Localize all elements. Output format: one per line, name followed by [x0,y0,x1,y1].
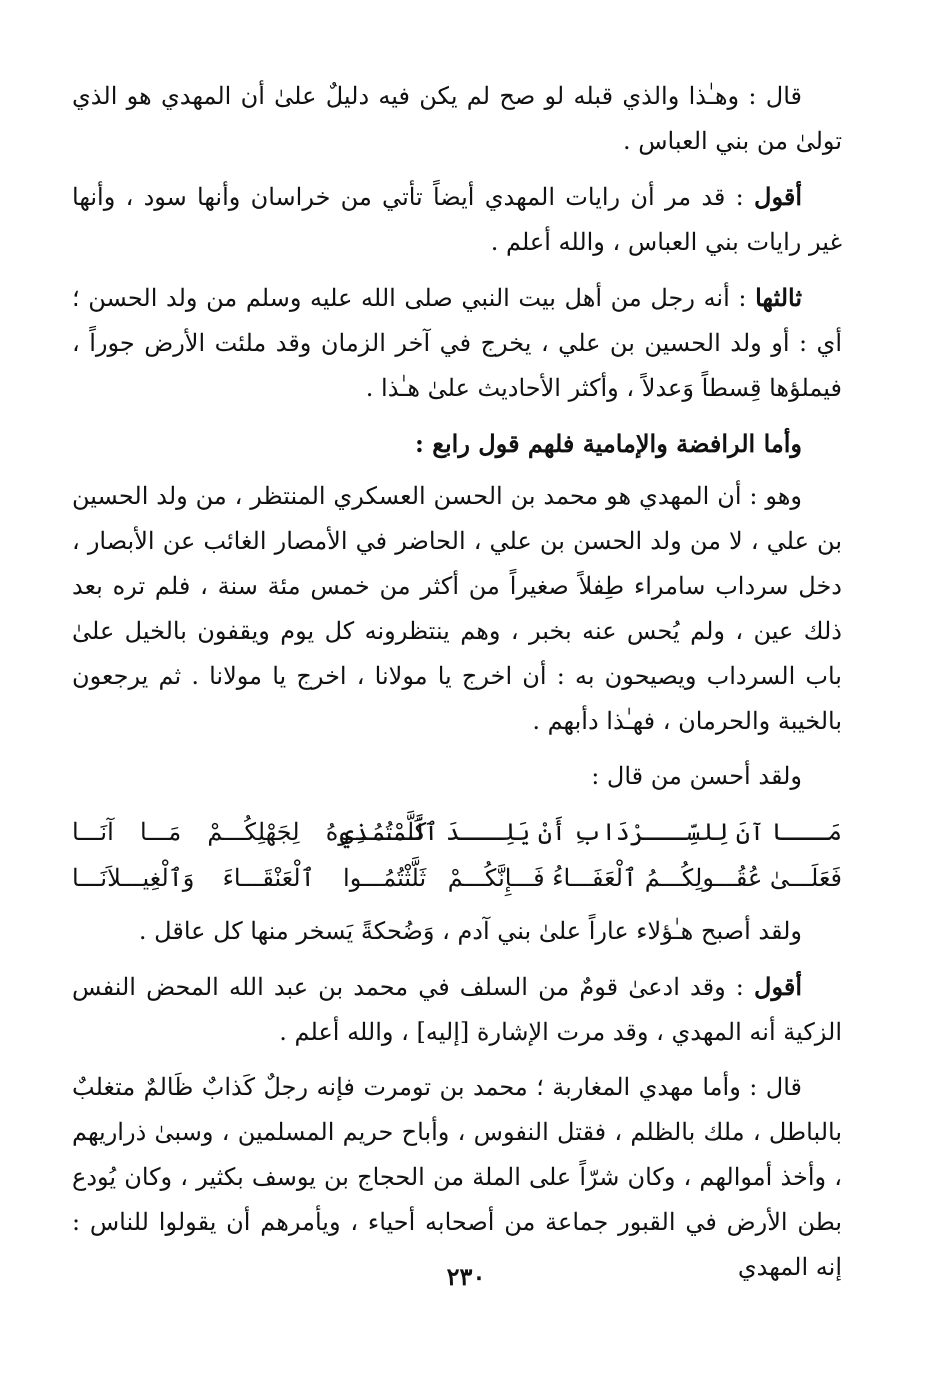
paragraph-7-lead: أقول [754,972,802,1001]
paragraph-5-text: ولقد أحسن من قال : [591,762,802,790]
section-heading: وأما الرافضة والإمامية فلهم قول رابع : [414,429,802,458]
paragraph-4-text: وهو : أن المهدي هو محمد بن الحسن العسكري المنتظر ، من ولد الحسين بن علي ، لا من ولد الحسن بن علي ، الحاضر في الأمصار الغائب عن الأبصار ، دخل سرداب سامراء طِفلاً صغيراً من أكثر من خمس مئة سنة ، فلم تره بعد ذلك عين ، ولم يُحس عنه بخبر ، وهم ينتظرونه كل يوم ويقفون بالخيل علىٰ باب السرداب ويصيحون به : أن اخرج يا مولانا ، اخرج يا مولانا . ثم يرجعون بالخيبة والحرمان ، فهـٰذا دأبهم . [72,482,842,735]
paragraph-2 [72,174,842,265]
paragraph-8-text: قال : وأما مهدي المغاربة ؛ محمد بن تومرت فإنه رجلٌ كَذابٌ ظَالمٌ متغلبٌ بالباطل ، ملك بالظلم ، فقتل النفوس ، وأباح حريم المسلمين ، وسبىٰ ذراريهم ، وأخذ أموالهم ، وكان شرّاً على الملة من الحجاج بن يوسف بكثير ، وكان يُودع بطن الأرض في القبور جماعة من أصحابه أحياء ، ويأمرهم أن يقولوا للناس : إنه المهدي [72,1073,842,1281]
page-body [72,74,842,1300]
paragraph-4 [72,474,842,744]
verse-line-2-first-hemistich: فَعَلَـــىٰ عُقُـــولِكُـــمُ ٱلْعَفَـــاءُ فَـــإِنَّكُـــمْ [447,864,842,892]
page-number: ٢٣٠ [446,1262,486,1291]
paragraph-2-text: : قد مر أن رايات المهدي أيضاً تأتي من خراسان وأنها سود ، وأنها غير رايات بني العباس ، والله أعلم . [72,183,842,256]
poem-verse [72,809,842,901]
paragraph-7 [72,964,842,1055]
verse-line-2-second-hemistich: ثَلَّثْتُمُـــوا ٱلْعَنْقَـــاءَ وَٱلْغِيـــلاَنَـــا [72,864,427,892]
paragraph-6-text: ولقد أصبح هـٰؤلاء عاراً علىٰ بني آدم ، وَضُحكةً يَسخر منها كل عاقل . [138,917,802,945]
verse-line-1-second-hemistich: كَلَّمْتُمُـــوهُ لِجَهْلِكُـــمْ مَـــا آنَـــا [72,818,427,846]
paragraph-1-text: قال : وهـٰذا والذي قبله لو صح لم يكن فيه دليلٌ علىٰ أن المهدي هو الذي تولىٰ من بني العباس . [72,82,842,155]
paragraph-3-lead: ثالثها [755,283,802,312]
paragraph-3-text: : أنه رجل من أهل بيت النبي صلى الله عليه وسلم من ولد الحسن ؛ أي : أو ولد الحسين بن علي ، يخرج في آخر الزمان وقد ملئت الأرض جوراً ، فيملؤها قِسطاً وَعدلاً ، وأكثر الأحاديث علىٰ هـٰذا . [72,284,842,402]
verse-line-1 [72,809,842,855]
paragraph-2-lead: أقول [754,182,802,211]
paragraph-7-text: : وقد ادعىٰ قومٌ من السلف في محمد بن عبد الله المحض النفس الزكية أنه المهدي ، وقد مرت الإشارة [إليه] ، والله أعلم . [72,973,842,1046]
paragraph-3 [72,275,842,411]
verse-line-1-first-hemistich: مَـــا آنَ لِلسِّـــرْدَابِ أَنْ يَلِـــدَ ٱلَّـــذِي [339,818,842,846]
paragraph-1 [72,74,842,164]
paragraph-6 [72,909,842,954]
paragraph-5 [72,754,842,799]
paragraph-8 [72,1065,842,1290]
verse-line-2 [72,855,842,901]
